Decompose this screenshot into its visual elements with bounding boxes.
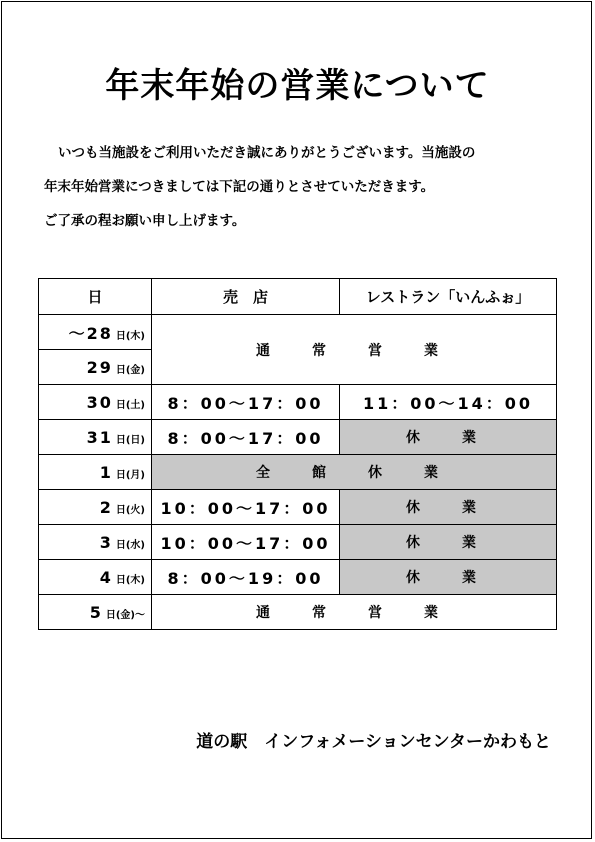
restaurant-closed-cell [340, 490, 557, 525]
normal-business-cell [152, 315, 557, 385]
day-cell [39, 455, 152, 490]
all-closed-label: 全 館 休 業 [256, 465, 452, 481]
restaurant-closed-cell [340, 525, 557, 560]
day-number: 1 [99, 462, 113, 482]
table-row [39, 560, 557, 595]
restaurant-hours-cell [340, 385, 557, 420]
day-cell [39, 490, 152, 525]
day-suffix: 日(金) [115, 364, 145, 376]
closed-label: 休 業 [406, 535, 490, 551]
day-suffix: 日(火) [115, 504, 145, 516]
shop-hours-cell [152, 490, 340, 525]
normal-business-cell [152, 595, 557, 630]
table-row [39, 420, 557, 455]
day-number: 31 [86, 427, 113, 447]
normal-business-label: 通 常 営 業 [256, 605, 452, 621]
day-cell [39, 560, 152, 595]
all-closed-cell [152, 455, 557, 490]
closed-label: 休 業 [406, 570, 490, 586]
intro-line-1: いつも当施設をご利用いただき誠にありがとうございます。当施設の [58, 145, 476, 161]
restaurant-closed-cell [340, 560, 557, 595]
day-cell [39, 420, 152, 455]
header-shop: 売 店 [152, 279, 340, 315]
shop-hours: 10：00～17：00 [160, 533, 331, 553]
shop-hours: 8：00～19：00 [167, 568, 324, 588]
footer-organization: 道の駅 インフォメーションセンターかわもと [196, 732, 551, 752]
shop-hours-cell [152, 420, 340, 455]
day-number: ～28 [68, 323, 113, 343]
table-row [39, 525, 557, 560]
restaurant-hours: 11：00～14：00 [362, 393, 534, 413]
day-suffix: 日(月) [115, 469, 145, 481]
intro-line-3: ご了承の程お願い申し上げます。 [44, 213, 246, 229]
header-day: 日 [39, 279, 152, 315]
day-cell [39, 315, 152, 350]
day-suffix: 日(木) [115, 330, 145, 342]
shop-hours: 8：00～17：00 [167, 393, 324, 413]
table-header-row [39, 279, 557, 315]
day-number: 5 [89, 602, 103, 622]
day-suffix: 日(日) [115, 434, 145, 446]
shop-hours-cell [152, 385, 340, 420]
restaurant-closed-cell [340, 420, 557, 455]
day-suffix: 日(水) [115, 539, 145, 551]
shop-hours-cell [152, 560, 340, 595]
shop-hours: 10：00～17：00 [160, 498, 331, 518]
schedule-table [38, 278, 557, 630]
day-cell [39, 595, 152, 630]
day-number: 30 [86, 392, 113, 412]
shop-hours: 8：00～17：00 [167, 428, 324, 448]
intro-line-2: 年末年始営業につきましては下記の通りとさせていただきます。 [44, 179, 435, 195]
day-cell [39, 525, 152, 560]
header-restaurant: レストラン「いんふぉ」 [340, 279, 557, 315]
intro-text [44, 144, 564, 246]
day-suffix: 日(木) [115, 574, 145, 586]
shop-hours-cell [152, 525, 340, 560]
day-suffix: 日(土) [115, 399, 145, 411]
day-number: 2 [99, 497, 113, 517]
table-row [39, 490, 557, 525]
table-row [39, 455, 557, 490]
table-row [39, 595, 557, 630]
day-cell [39, 350, 152, 385]
day-number: 4 [99, 567, 113, 587]
page-title: 年末年始の営業について [105, 66, 490, 106]
table-row [39, 385, 557, 420]
closed-label: 休 業 [406, 500, 490, 516]
day-cell [39, 385, 152, 420]
day-number: 3 [99, 532, 113, 552]
closed-label: 休 業 [406, 430, 490, 446]
normal-business-label: 通 常 営 業 [256, 342, 452, 359]
day-suffix: 日(金)～ [105, 609, 145, 621]
table-row [39, 315, 557, 350]
day-number: 29 [86, 357, 113, 377]
